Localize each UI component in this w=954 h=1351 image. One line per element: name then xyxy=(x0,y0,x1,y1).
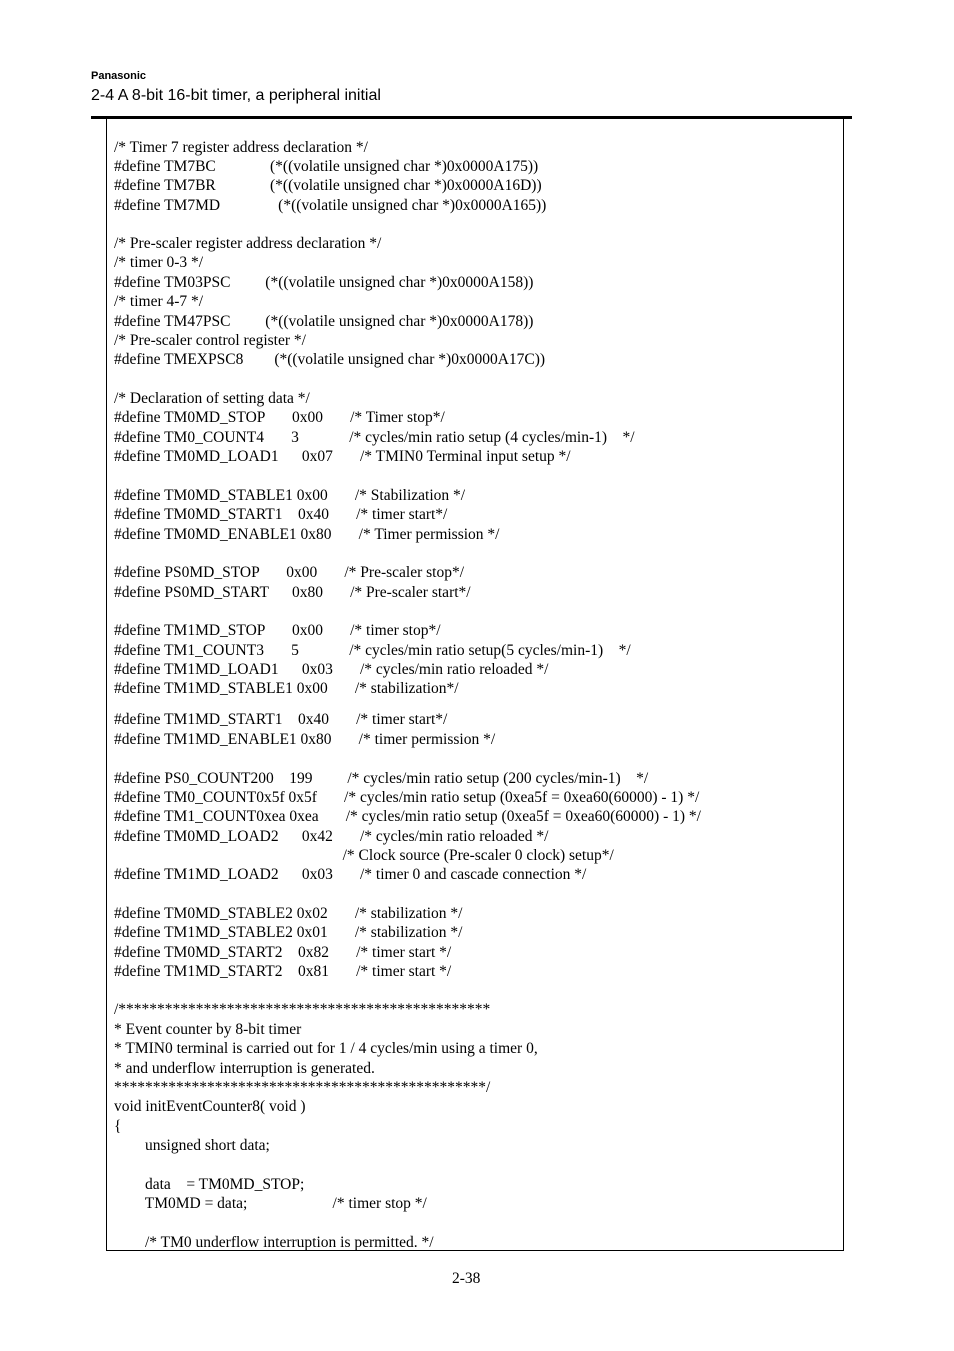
code-line: #define TM7BR (*((volatile unsigned char *)0x0000A16D)) xyxy=(114,177,542,194)
code-line: #define TM1MD_STABLE1 0x00 /* stabilization*/ xyxy=(114,680,459,697)
code-line: #define TM1MD_START2 0x81 /* timer start */ xyxy=(114,963,452,980)
code-line: data = TM0MD_STOP; xyxy=(114,1176,305,1193)
page-number: 2-38 xyxy=(452,1270,481,1287)
code-line: #define TM1_COUNT3 5 /* cycles/min ratio setup(5 cycles/min-1) */ xyxy=(114,642,631,659)
code-line: #define TM0MD_LOAD2 0x42 /* cycles/min ratio reloaded */ xyxy=(114,828,549,845)
code-line: #define TM0MD_START1 0x40 /* timer start*/ xyxy=(114,506,448,523)
code-line: /* timer 0-3 */ xyxy=(114,254,204,271)
code-line: TM0MD = data; /* timer stop */ xyxy=(114,1195,427,1212)
code-line: #define TM1MD_START1 0x40 /* timer start*/ xyxy=(114,711,448,728)
code-line: #define TMEXPSC8 (*((volatile unsigned char *)0x0000A17C)) xyxy=(114,351,546,368)
code-line: * Event counter by 8-bit timer xyxy=(114,1021,302,1038)
code-line: /* Pre-scaler register address declaration */ xyxy=(114,235,382,252)
code-line: /* Timer 7 register address declaration */ xyxy=(114,139,368,156)
code-line: * TMIN0 terminal is carried out for 1 / 4 cycles/min using a timer 0, xyxy=(114,1040,538,1057)
code-line: #define TM1MD_LOAD1 0x03 /* cycles/min ratio reloaded */ xyxy=(114,661,549,678)
code-line: #define TM0MD_STABLE1 0x00 /* Stabilization */ xyxy=(114,487,466,504)
code-line: ************************************************/ xyxy=(114,1079,491,1096)
section-title: 2-4 A 8-bit 16-bit timer, a peripheral initial xyxy=(91,87,381,104)
code-line: #define TM7MD (*((volatile unsigned char *)0x0000A165)) xyxy=(114,197,547,214)
code-line: #define TM0_COUNT0x5f 0x5f /* cycles/min ratio setup (0xea5f = 0xea60(60000) - 1) */ xyxy=(114,789,700,806)
code-line: #define TM0MD_LOAD1 0x07 /* TMIN0 Terminal input setup */ xyxy=(114,448,571,465)
code-line: void initEventCounter8( void ) xyxy=(114,1098,306,1115)
code-line: #define TM0_COUNT4 3 /* cycles/min ratio setup (4 cycles/min-1) */ xyxy=(114,429,635,446)
code-line: /* Pre-scaler control register */ xyxy=(114,332,306,349)
code-line: #define TM1MD_STABLE2 0x01 /* stabilization */ xyxy=(114,924,463,941)
brand-logo: Panasonic xyxy=(91,70,147,82)
code-line: #define TM47PSC (*((volatile unsigned char *)0x0000A178)) xyxy=(114,313,534,330)
code-line: #define PS0MD_STOP 0x00 /* Pre-scaler stop*/ xyxy=(114,564,465,581)
code-line: /* TM0 underflow interruption is permitted. */ xyxy=(114,1234,434,1251)
code-line: #define TM0MD_STABLE2 0x02 /* stabilization */ xyxy=(114,905,463,922)
code-line: #define TM7BC (*((volatile unsigned char *)0x0000A175)) xyxy=(114,158,539,175)
code-line: #define TM1MD_STOP 0x00 /* timer stop*/ xyxy=(114,622,441,639)
code-line: /************************************************ xyxy=(114,1001,491,1018)
code-line: /* timer 4-7 */ xyxy=(114,293,204,310)
code-line: #define TM0MD_STOP 0x00 /* Timer stop*/ xyxy=(114,409,445,426)
code-line: /* Clock source (Pre-scaler 0 clock) setup*/ xyxy=(114,847,614,864)
code-line: #define TM1_COUNT0xea 0xea /* cycles/min ratio setup (0xea5f = 0xea60(60000) - 1) */ xyxy=(114,808,701,825)
code-line: { xyxy=(114,1118,122,1135)
code-line: #define PS0MD_START 0x80 /* Pre-scaler start*/ xyxy=(114,584,471,601)
code-line: #define TM1MD_LOAD2 0x03 /* timer 0 and cascade connection */ xyxy=(114,866,587,883)
code-line: * and underflow interruption is generated. xyxy=(114,1060,375,1077)
code-line: #define PS0_COUNT200 199 /* cycles/min ratio setup (200 cycles/min-1) */ xyxy=(114,770,649,787)
code-line: #define TM0MD_START2 0x82 /* timer start */ xyxy=(114,944,452,961)
code-line: #define TM1MD_ENABLE1 0x80 /* timer permission */ xyxy=(114,731,496,748)
code-line: unsigned short data; xyxy=(114,1137,270,1154)
code-line: #define TM03PSC (*((volatile unsigned char *)0x0000A158)) xyxy=(114,274,534,291)
code-line: #define TM0MD_ENABLE1 0x80 /* Timer permission */ xyxy=(114,526,500,543)
code-line: /* Declaration of setting data */ xyxy=(114,390,310,407)
